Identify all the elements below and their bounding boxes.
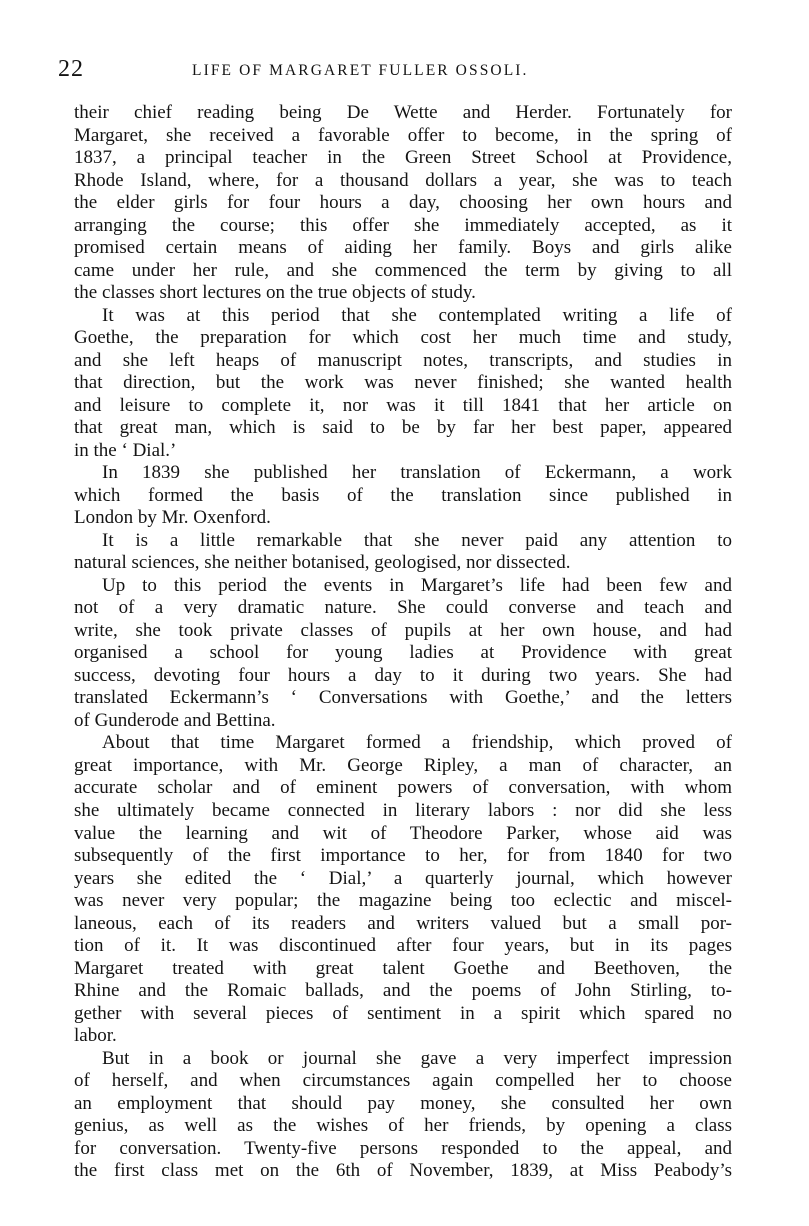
text-line: arranging the course; this offer she immediately accepted, as it bbox=[74, 214, 732, 236]
text-line: Margaret treated with great talent Goethe and Beethoven, the bbox=[74, 957, 732, 979]
text-line: of Gunderode and Bettina. bbox=[74, 709, 276, 731]
text-line: labor. bbox=[74, 1025, 117, 1047]
text-line: their chief reading being De Wette and Herder. Fortunately for bbox=[74, 102, 732, 123]
text-line: Goethe, the preparation for which cost her much time and study, bbox=[74, 327, 732, 349]
text-line: Rhode Island, where, for a thousand dollars a year, she was to teach bbox=[74, 169, 732, 191]
text-line: translated Eckermann’s ‘ Conversations with Goethe,’ and the letters bbox=[74, 687, 732, 709]
paragraph-start-line: Up to this period the events in Margaret’s life had been few and bbox=[102, 574, 732, 596]
text-line: years she edited the ‘ Dial,’ a quarterly journal, which however bbox=[74, 867, 732, 889]
text-line: and she left heaps of manuscript notes, transcripts, and studies in bbox=[74, 349, 732, 371]
paragraph-start-line: It is a little remarkable that she never paid any attention to bbox=[102, 529, 732, 551]
text-line: 1837, a principal teacher in the Green Street School at Providence, bbox=[74, 147, 732, 169]
text-line: in the ‘ Dial.’ bbox=[74, 439, 177, 461]
running-head bbox=[58, 56, 738, 86]
text-line: natural sciences, she neither botanised, geologised, nor dissected. bbox=[74, 552, 571, 574]
text-line: value the learning and wit of Theodore Parker, whose aid was bbox=[74, 822, 732, 844]
text-line: the elder girls for four hours a day, choosing her own hours and bbox=[74, 192, 732, 214]
text-line: subsequently of the first importance to her, for from 1840 for two bbox=[74, 845, 732, 867]
text-line: tion of it. It was discontinued after four years, but in its pages bbox=[74, 935, 732, 957]
text-line: promised certain means of aiding her family. Boys and girls alike bbox=[74, 237, 732, 259]
text-line: write, she took private classes of pupils at her own house, and had bbox=[74, 619, 732, 641]
text-line: not of a very dramatic nature. She could converse and teach and bbox=[74, 597, 732, 619]
text-line: that great man, which is said to be by far her best paper, appeared bbox=[74, 417, 732, 439]
body-text bbox=[74, 102, 732, 1183]
text-line: an employment that should pay money, she consulted her own bbox=[74, 1092, 732, 1114]
text-line: laneous, each of its readers and writers valued but a small por- bbox=[74, 912, 732, 934]
text-line: for conversation. Twenty-five persons responded to the appeal, and bbox=[74, 1137, 732, 1159]
text-line: organised a school for young ladies at Providence with great bbox=[74, 642, 732, 664]
text-line: accurate scholar and of eminent powers of conversation, with whom bbox=[74, 777, 732, 799]
page-number: 22 bbox=[58, 56, 84, 82]
paragraph-start-line: In 1839 she published her translation of Eckermann, a work bbox=[102, 462, 732, 484]
text-line: came under her rule, and she commenced the term by giving to all bbox=[74, 259, 732, 281]
text-line: great importance, with Mr. George Ripley, a man of character, an bbox=[74, 754, 732, 776]
text-line: and leisure to complete it, nor was it till 1841 that her article on bbox=[74, 394, 732, 416]
text-line: which formed the basis of the translation since published in bbox=[74, 484, 732, 506]
text-line: she ultimately became connected in literary labors : nor did she less bbox=[74, 799, 732, 821]
text-line: Rhine and the Romaic ballads, and the poems of John Stirling, to- bbox=[74, 980, 732, 1002]
text-line: the first class met on the 6th of November, 1839, at Miss Peabody’s bbox=[74, 1160, 732, 1182]
text-line: Margaret, she received a favorable offer to become, in the spring of bbox=[74, 124, 732, 146]
paragraph-start-line: But in a book or journal she gave a very imperfect impression bbox=[102, 1047, 732, 1069]
paragraph-start-line: About that time Margaret formed a friendship, which proved of bbox=[102, 732, 732, 754]
text-line: was never very popular; the magazine being too eclectic and miscel- bbox=[74, 890, 732, 912]
running-title: LIFE OF MARGARET FULLER OSSOLI. bbox=[192, 62, 529, 79]
text-line: of herself, and when circumstances again compelled her to choose bbox=[74, 1070, 732, 1092]
text-line: that direction, but the work was never finished; she wanted health bbox=[74, 372, 732, 394]
text-line: genius, as well as the wishes of her friends, by opening a class bbox=[74, 1115, 732, 1137]
text-line: London by Mr. Oxenford. bbox=[74, 507, 271, 529]
paragraph-start-line: It was at this period that she contemplated writing a life of bbox=[102, 304, 732, 326]
text-line: the classes short lectures on the true objects of study. bbox=[74, 282, 476, 304]
text-line: gether with several pieces of sentiment in a spirit which spared no bbox=[74, 1002, 732, 1024]
text-line: success, devoting four hours a day to it during two years. She had bbox=[74, 664, 732, 686]
